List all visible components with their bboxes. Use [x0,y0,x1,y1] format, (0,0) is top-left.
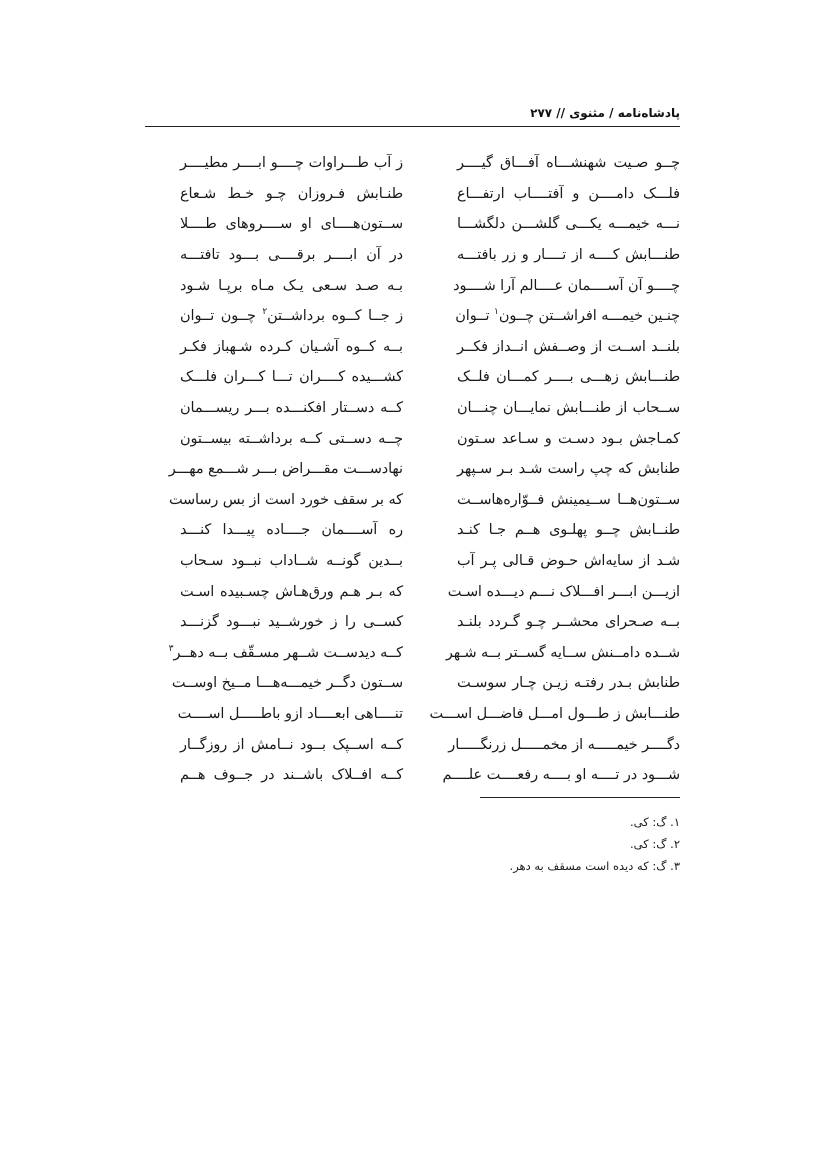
couplet [180,148,680,179]
hemistich-right [453,277,680,295]
verse-text: ســتون دگــر خیمـــه‌هـــا مــیخ اوســت [171,675,403,692]
hemistich-right [448,736,680,754]
hemistich-left [180,552,403,570]
couplet [180,423,680,454]
hemistich-left [180,277,403,295]
hemistich-left [180,430,403,448]
hemistich-right [457,185,680,203]
verse-text-tail: چــون تــوان [180,308,263,325]
hemistich-left [180,307,403,325]
hemistich-left [180,246,403,264]
hemistich-right [457,521,680,539]
couplet [180,576,680,607]
verse-text: نـــه خیمـــه یکـــی گلشـــن دلگشـــا [457,216,680,233]
verse-text: نهادســـت مقـــراض بـــر شـــمع مهـــر [168,461,403,478]
verse-text: ســتون‌هــا ســیمینش فــوّاره‌هاســت [457,491,680,508]
hemistich-right [457,460,680,478]
hemistich-left [180,338,403,356]
verse-text: شــده دامــنش ســایه گســتر بــه شـهر [445,644,680,661]
hemistich-right [447,583,680,601]
hemistich-left [168,644,403,662]
hemistich-right [457,368,680,386]
verse-text: ز آب طـــراوات چــــو ابــــر مطیــــر [180,155,403,172]
hemistich-left [180,613,403,631]
footnote-marker: ۱ [494,307,499,318]
verse-text: تنــــاهی ابعــــاد ازو باطـــــل اســــت [177,705,403,722]
verse-text: طنابش بـدر رفتـه زیـن چـار سوسـت [457,675,680,692]
couplet [180,301,680,332]
hemistich-left [180,736,403,754]
verse-text: طنـــابش زهـــی بــــر کمـــان فلــک [457,369,680,386]
verse-text: چــــو آن آســــمان عــــالم آرا شــــود [453,277,680,294]
hemistich-right [457,552,680,570]
verse-text: شـد از سایه‌اش حـوض قـالی پـر آب [457,553,680,570]
couplet [180,179,680,210]
couplet [180,362,680,393]
couplet [177,699,680,730]
verse-text-tail: تــوان [455,308,495,325]
couplet [180,546,680,577]
hemistich-left [177,705,403,723]
hemistich-left [180,583,403,601]
verse-text: که بـر هـم ورق‌هـاش چسـبیده اسـت [180,583,403,600]
footnote-item: ۱. گ: کی. [629,815,680,829]
verse-text: بـه صـد سـعی یـک مـاه برپـا شـود [180,277,403,294]
hemistich-right [457,430,680,448]
hemistich-right [429,705,680,723]
verse-text: دگــــر خیمـــــه از مخمـــــل زرنگـــــار [448,736,680,753]
verse-text: طنـــابش ز طـــول امـــل فاضـــل اســـت [429,705,680,722]
couplet [180,729,680,760]
verse-text: شـــود در تــــه او بــــه رفعــــت علــــم [442,767,680,784]
hemistich-left [180,215,403,233]
couplet [180,240,680,271]
hemistich-left [180,154,403,172]
hemistich-right [457,246,680,264]
verse-text: کــه دیدســت شــهر مسـقّف بــه دهــر [173,644,403,661]
hemistich-right [442,766,680,784]
verse-text: بلنــد اســت از وصــفش انــداز فکــر [457,338,680,355]
footnotes [300,811,680,877]
hemistich-left [180,399,403,417]
hemistich-left [180,521,403,539]
couplet [180,209,680,240]
couplet [180,332,680,363]
hemistich-left [168,460,403,478]
hemistich-left [180,766,403,784]
hemistich-right [457,613,680,631]
couplet [180,270,680,301]
hemistich-right [457,338,680,356]
footnote-item: ۲. گ: کی. [629,837,680,851]
couplet [180,515,680,546]
verse-text: طنـــابش کــــه از تــــار و زر بافتـــه [457,247,680,264]
hemistich-left [171,674,403,692]
header-rule [145,126,680,127]
footnote-item: ۳. گ: که دیده است مسقف به دهر. [509,859,680,873]
hemistich-right [445,644,680,662]
hemistich-right [457,491,680,509]
footnote-marker: ۳ [168,644,174,655]
verse-text: ز جــا کــوه برداشــتن [267,308,403,325]
couplet [180,607,680,638]
verse-text: بــه صـحرای محشــر چـو گـردد بلنـد [457,614,680,631]
verse-text: کشـــیده کــــران تـــا کـــران فلـــک [180,369,403,386]
couplet [180,760,680,791]
couplet [168,638,680,669]
hemistich-right [457,154,680,172]
verse-text: ســحاب از طنـــابش نمایـــان چنـــان [457,400,680,417]
verse-text: در آن ابــــر برقــــی بـــود تافتـــه [180,247,403,264]
verse-text: کســی را ز خورشــید نبـــود گزنـــد [180,614,403,631]
verse-text: چنـین خیمـــه افراشــتن چــون [498,308,680,325]
footnote-marker: ۲ [262,307,268,318]
verse-text: کــه اســپک بــود نــامش از روزگــار [180,736,403,753]
hemistich-right [457,674,680,692]
couplet [168,454,680,485]
couplet [169,485,680,516]
verse-text: بــه کــوه آشـیان کـرده شـهباز فکـر [180,338,403,355]
hemistich-left [180,368,403,386]
verse-text: کــه دســتار افکنـــده بـــر ریســـمان [180,400,403,417]
hemistich-right [457,215,680,233]
verse-text: ره آســــمان جــــاده پیـــدا کنـــد [180,522,403,539]
verse-text: چــه دســتی کــه برداشــته بیســتون [180,430,403,447]
couplet [180,393,680,424]
hemistich-right [457,307,680,325]
poem-body [168,148,680,790]
verse-text: طنابش که چپ راست شـد بـر سـپهر [457,461,680,478]
verse-text: که بر سقف خورد است از بس رساست [169,491,403,508]
verse-text: ازیـــن ابـــر افـــلاک نـــم دیـــده اسـت [447,583,680,600]
verse-text: فلـــک دامــــن و آفتــــاب ارتفـــاع [457,185,680,202]
hemistich-left [169,491,403,509]
verse-text: کمـاجش بـود دسـت و سـاعد سـتون [457,430,680,447]
verse-text: بــدین گونــه شــاداب نبــود سـحاب [180,553,403,570]
verse-text: طنـابش فـروزان چـو خـط شـعاع [180,185,403,202]
running-title: پادشاه‌نامه / مثنوی // ۲۷۷ [530,106,680,120]
verse-text: طنــابش چــو پهلـوی هــم جـا کنـد [457,522,680,539]
couplet [171,668,680,699]
hemistich-left [180,185,403,203]
running-header [145,100,680,124]
verse-text: چــو صـیت شهنشـــاه آفـــاق گیــــر [457,155,680,172]
hemistich-right [457,399,680,417]
verse-text: کــه افــلاک باشــند در جــوف هــم [180,767,403,784]
verse-text: ســتون‌هــــای او ســــروهای طــــلا [180,216,403,233]
footnote-separator [480,797,680,798]
